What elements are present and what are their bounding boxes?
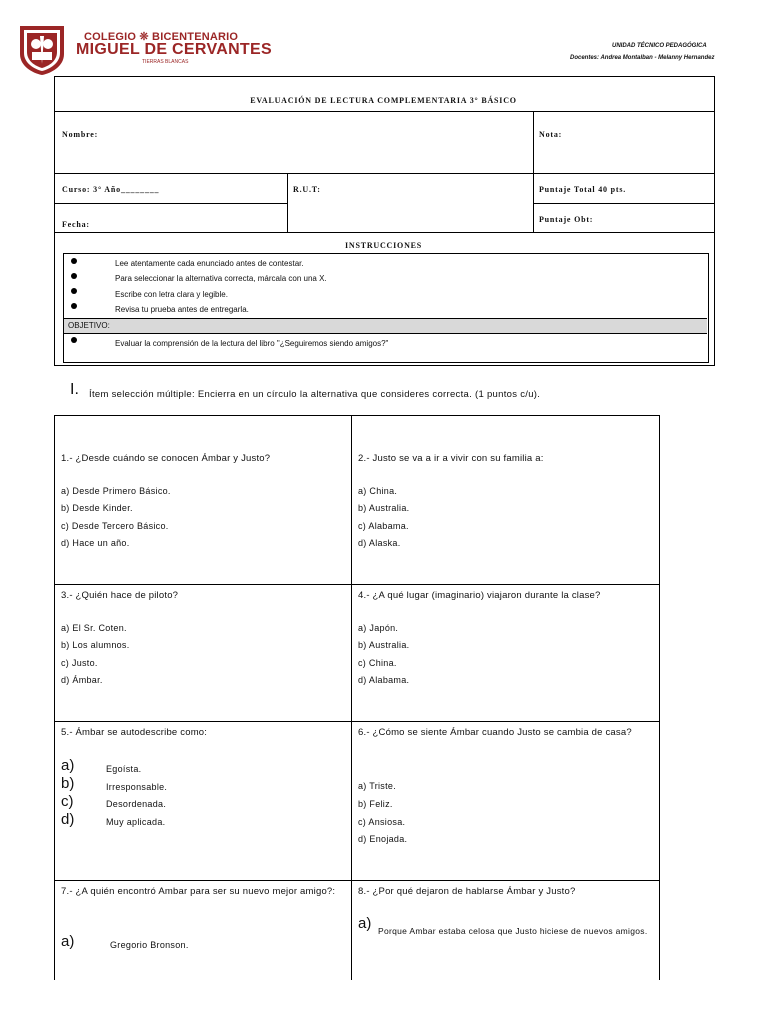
teachers-label: Docentes: Andrea Montalban - Melanny Hernandez [570,55,715,61]
bullet-icon [71,337,77,343]
option-letter: a) [61,757,75,774]
option-letter: a) [61,933,75,950]
school-location: TIERRAS BLANCAS [142,59,189,65]
option-letter: a) [358,915,372,932]
answer-option[interactable]: b) Australia. [358,503,410,513]
answer-option[interactable]: a) El Sr. Coten. [61,623,127,633]
answer-option[interactable]: d) Alaska. [358,538,401,548]
objective-label: OBJETIVO: [68,321,110,330]
rut-field-label: R.U.T: [293,185,321,194]
grade-field-label: Nota: [539,130,563,139]
bullet-icon [71,258,77,264]
question-text: 5.- Ámbar se autodescribe como: [61,727,208,738]
date-field-label: Fecha: [62,220,90,229]
option-letter: d) [61,811,75,828]
answer-option[interactable]: Muy aplicada. [106,817,166,827]
answer-option[interactable]: Irresponsable. [106,782,168,792]
answer-option[interactable]: a) China. [358,486,398,496]
answer-option[interactable]: Egoísta. [106,764,142,774]
question-text: 3.- ¿Quién hace de piloto? [61,590,179,601]
question-text: 6.- ¿Cómo se siente Ámbar cuando Justo se cambia de casa? [358,727,632,738]
answer-option[interactable]: d) Alabama. [358,675,410,685]
answer-option[interactable]: d) Enojada. [358,834,408,844]
instruction-item: Escribe con letra clara y legible. [115,290,228,299]
answer-option[interactable]: a) Japón. [358,623,399,633]
answer-option[interactable]: a) Desde Primero Básico. [61,486,171,496]
school-crest-icon [18,24,66,76]
bullet-icon [71,303,77,309]
answer-option[interactable]: c) Ansiosa. [358,817,406,827]
answer-option[interactable]: c) Justo. [61,658,98,668]
objective-bar [64,318,707,334]
bullet-icon [71,273,77,279]
question-text: 4.- ¿A qué lugar (imaginario) viajaron durante la clase? [358,590,601,601]
instruction-item: Para seleccionar la alternativa correcta, márcala con una X. [115,274,327,283]
answer-option[interactable]: b) Desde Kinder. [61,503,133,513]
instruction-item: Lee atentamente cada enunciado antes de contestar. [115,259,304,268]
answer-option[interactable]: c) Alabama. [358,521,409,531]
school-name-line2: MIGUEL DE CERVANTES [76,41,272,58]
objective-text: Evaluar la comprensión de la lectura del libro "¿Seguiremos siendo amigos?" [115,339,389,348]
question-text: 8.- ¿Por qué dejaron de hablarse Ámbar y Justo? [358,886,576,897]
answer-option[interactable]: c) Desde Tercero Básico. [61,521,169,531]
exam-title: EVALUACIÓN DE LECTURA COMPLEMENTARIA 3° BÁSICO [250,96,517,105]
answer-option[interactable]: b) Feliz. [358,799,393,809]
school-name-line1: COLEGIO ❊ BICENTENARIO [84,31,239,43]
answer-option[interactable]: Porque Ambar estaba celosa que Justo hiciese de nuevos amigos. [378,926,648,936]
answer-option[interactable]: c) China. [358,658,397,668]
bullet-icon [71,288,77,294]
section-number: I. [70,381,79,398]
answer-option[interactable]: b) Los alumnos. [61,640,130,650]
name-field-label: Nombre: [62,130,99,139]
question-text: 7.- ¿A quién encontró Ambar para ser su nuevo mejor amigo?: [61,886,336,897]
question-text: 2.- Justo se va a ir a vivir con su familia a: [358,453,544,464]
option-letter: c) [61,793,74,810]
answer-option[interactable]: b) Australia. [358,640,410,650]
answer-option[interactable]: Gregorio Bronson. [110,940,189,950]
obtained-score-label: Puntaje Obt: [539,215,594,224]
answer-option[interactable]: a) Triste. [358,781,397,791]
unit-label: UNIDAD TÉCNICO PEDAGÓGICA [612,43,707,49]
total-score-label: Puntaje Total 40 pts. [539,185,627,194]
section-title: Ítem selección múltiple: Encierra en un círculo la alternativa que consideres correcta. (1 puntos c/u). [89,389,541,400]
answer-option[interactable]: d) Ámbar. [61,675,103,685]
answer-option[interactable]: Desordenada. [106,799,167,809]
answer-option[interactable]: d) Hace un año. [61,538,130,548]
course-field-label: Curso: 3° Año________ [62,185,160,194]
option-letter: b) [61,775,75,792]
instructions-heading: INSTRUCCIONES [344,241,423,250]
instruction-item: Revisa tu prueba antes de entregarla. [115,305,249,314]
question-text: 1.- ¿Desde cuándo se conocen Ámbar y Justo? [61,453,271,464]
